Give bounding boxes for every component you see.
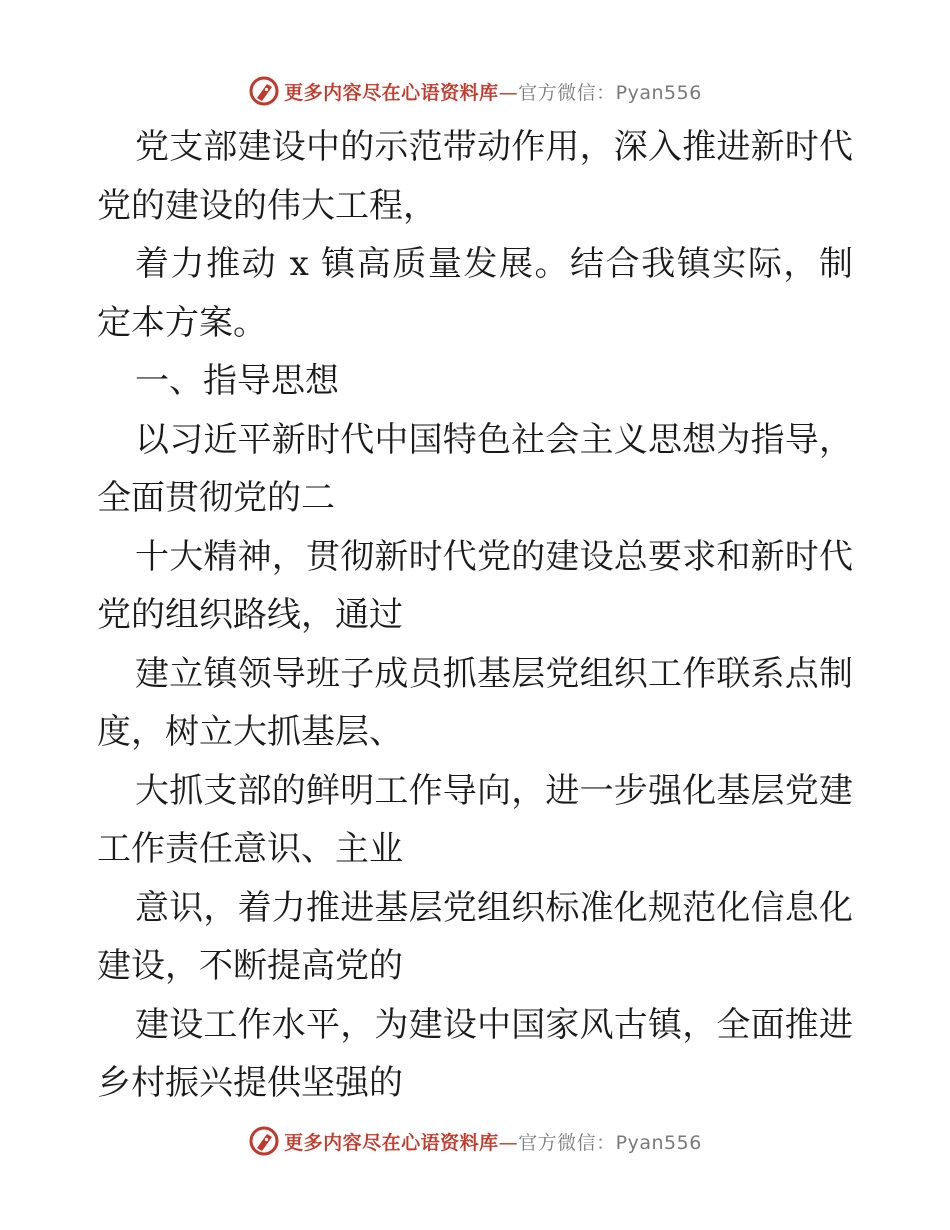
banner-main-text: 更多内容尽在心语资料库: [284, 81, 499, 104]
header-banner: [0, 71, 950, 111]
footer-banner: [0, 1121, 950, 1161]
banner-dash: —: [498, 81, 519, 104]
body-line: 大抓支部的鲜明工作导向，进一步强化基层党建: [135, 770, 853, 811]
banner-text: [284, 78, 702, 105]
banner-dash: —: [498, 1131, 519, 1154]
body-line: 党的组织路线，通过: [97, 595, 403, 635]
body-line: 工作责任意识、主业: [97, 829, 403, 869]
pen-nib-logo-icon: [248, 75, 280, 107]
body-line: 建设工作水平，为建设中国家风古镇，全面推进: [135, 1004, 853, 1045]
body-line: 十大精神，贯彻新时代党的建设总要求和新时代: [135, 536, 853, 577]
body-line: 建立镇领导班子成员抓基层党组织工作联系点制: [135, 653, 853, 694]
body-line: 党支部建设中的示范带动作用，深入推进新时代: [135, 127, 853, 167]
body-line: 全面贯彻党的二: [97, 478, 335, 518]
body-line: 乡村振兴提供坚强的: [97, 1063, 403, 1103]
pen-nib-logo-icon: [248, 1125, 280, 1157]
body-line: 以习近平新时代中国特色社会主义思想为指导，: [135, 419, 853, 460]
banner-contact-text: 官方微信：Pyan556: [518, 81, 702, 104]
body-line: 定本方案。: [97, 302, 267, 343]
document-body: [97, 118, 853, 1113]
body-line: 党的建设的伟大工程，: [97, 185, 437, 226]
banner-text: [284, 1128, 702, 1155]
banner-contact-text: 官方微信：Pyan556: [518, 1131, 702, 1154]
section-heading: 一、指导思想: [135, 361, 339, 401]
body-line: 建设，不断提高党的: [97, 946, 403, 986]
body-line: 意识，着力推进基层党组织标准化规范化信息化: [135, 887, 853, 928]
banner-main-text: 更多内容尽在心语资料库: [284, 1131, 499, 1154]
body-line: 度，树立大抓基层、: [97, 712, 403, 752]
body-line: 着力推动 x 镇高质量发展。结合我镇实际，制: [135, 244, 853, 284]
